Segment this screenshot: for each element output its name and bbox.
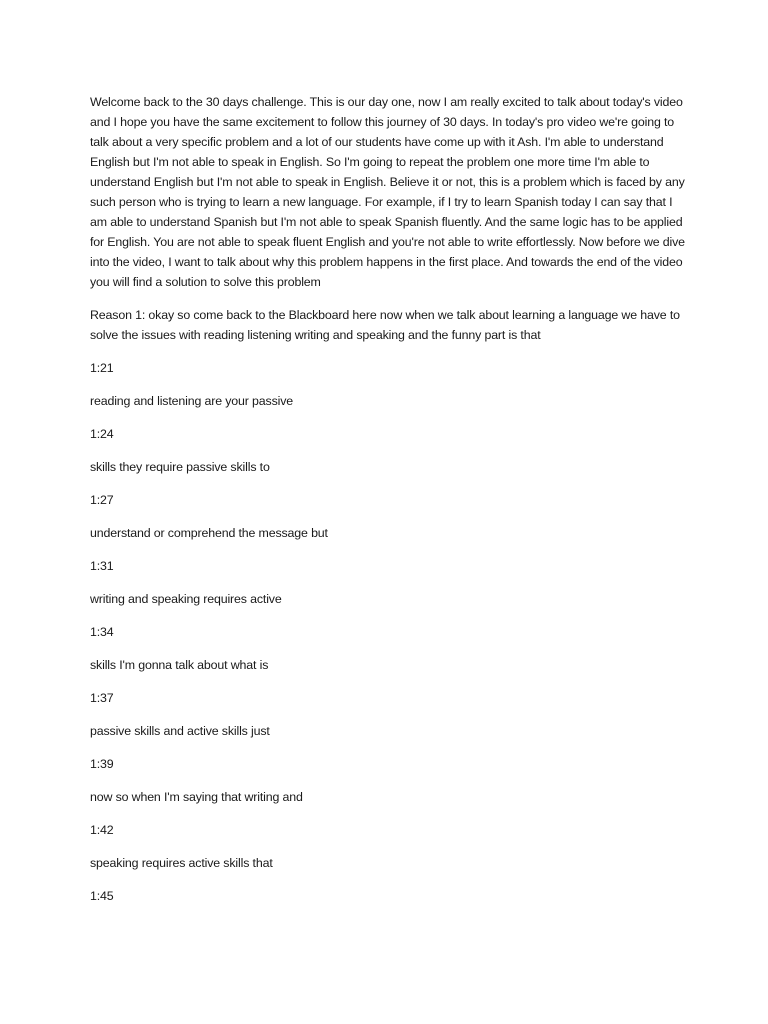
timestamp: 1:21 [90, 361, 114, 375]
timestamp: 1:27 [90, 493, 114, 507]
transcript-line: skills they require passive skills to [90, 460, 270, 474]
transcript-line: now so when I'm saying that writing and [90, 790, 303, 804]
transcript-line: passive skills and active skills just [90, 724, 270, 738]
timestamp: 1:31 [90, 559, 114, 573]
intro-paragraph: Welcome back to the 30 days challenge. This is our day one, now I am really excited to talk about today's video and I hope you have the same excitement to follow this journey of 30 days. In today's pro video we're going to talk about a very specific problem and a lot of our students have come up with it Ash. I'm able to understand English but I'm not able to speak in English. So I'm going to repeat the problem one more time I'm able to understand English but I'm not able to speak in English. Believe it or not, this is a problem which is faced by any such person who is trying to learn a new language. For example, if I try to learn Spanish today I can say that I am able to understand Spanish but I'm not able to speak Spanish fluently. And the same logic has to be applied for English. You are not able to speak fluent English and you're not able to write effortlessly. Now before we dive into the video, I want to talk about why this problem happens in the first place. And towards the end of the video you will find a solution to solve this problem [90, 95, 685, 289]
document-page [90, 92, 690, 919]
timestamp: 1:42 [90, 823, 114, 837]
reason-paragraph: Reason 1: okay so come back to the Blackboard here now when we talk about learning a language we have to solve the issues with reading listening writing and speaking and the funny part is that [90, 308, 680, 342]
transcript-line: skills I'm gonna talk about what is [90, 658, 269, 672]
timestamp: 1:34 [90, 625, 114, 639]
timestamp: 1:37 [90, 691, 114, 705]
timestamp: 1:45 [90, 889, 114, 903]
timestamp: 1:39 [90, 757, 114, 771]
timestamp: 1:24 [90, 427, 114, 441]
transcript-line: speaking requires active skills that [90, 856, 273, 870]
transcript-line: reading and listening are your passive [90, 394, 294, 408]
transcript-line: understand or comprehend the message but [90, 526, 328, 540]
transcript-line: writing and speaking requires active [90, 592, 282, 606]
